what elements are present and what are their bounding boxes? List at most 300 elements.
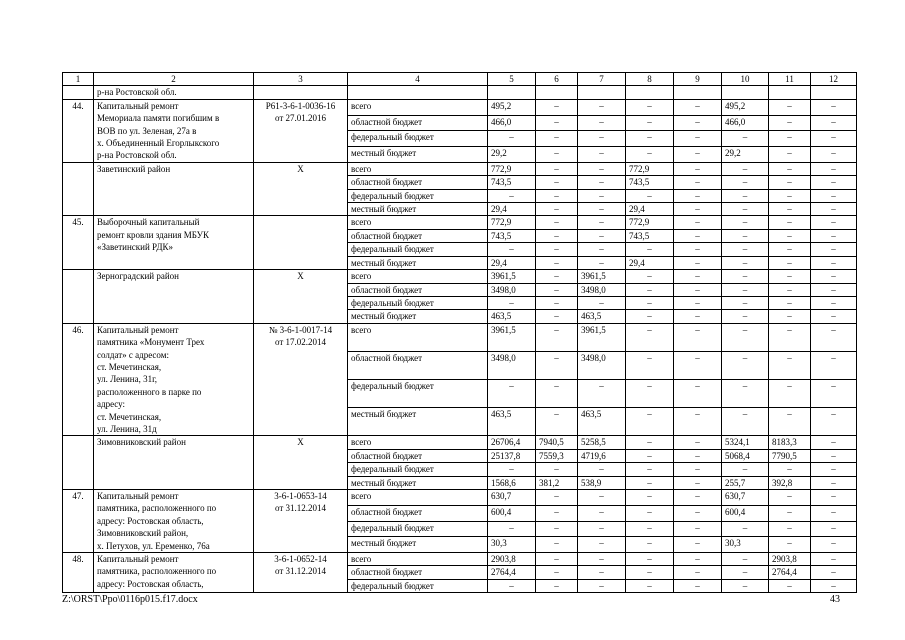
amount-cell: – (674, 115, 722, 131)
object-name-line: Зерноградский район (97, 271, 179, 282)
amount-cell: – (811, 243, 857, 256)
amount-cell: – (578, 176, 626, 189)
amount-cell: – (626, 449, 674, 462)
object-name-line: ст. Мечетинская, (97, 411, 162, 422)
document-reference (254, 490, 348, 553)
amount-cell: – (811, 537, 857, 553)
amount-cell: 630,7 (488, 490, 536, 506)
amount-cell: – (811, 579, 857, 592)
amount-cell: 495,2 (722, 99, 769, 115)
amount-cell: – (674, 296, 722, 309)
amount-cell: – (674, 380, 722, 408)
amount-cell: – (722, 229, 769, 242)
amount-cell: – (626, 189, 674, 202)
amount-cell: – (674, 176, 722, 189)
amount-cell: – (811, 521, 857, 537)
amount-cell: – (769, 579, 811, 592)
amount-cell: 463,5 (578, 408, 626, 436)
amount-cell: 29,4 (488, 203, 536, 216)
amount-cell: 772,9 (626, 216, 674, 229)
amount-cell: – (578, 147, 626, 163)
funding-source: федеральный бюджет (348, 189, 488, 202)
amount-cell: – (626, 147, 674, 163)
amount-cell: 392,8 (769, 476, 811, 489)
amount-cell: – (578, 203, 626, 216)
funding-source: федеральный бюджет (348, 579, 488, 592)
funding-source: местный бюджет (348, 256, 488, 269)
amount-cell: – (488, 131, 536, 147)
document-reference-line: от 31.12.2014 (274, 503, 327, 514)
file-path: Z:\ORST\Ppo\0116p015.f17.docx (62, 594, 198, 605)
amount-cell: 538,9 (578, 476, 626, 489)
table-header-row (63, 73, 857, 86)
amount-cell: – (722, 162, 769, 175)
document-reference (254, 553, 348, 593)
amount-cell (536, 86, 578, 99)
amount-cell: – (769, 243, 811, 256)
amount-cell: – (674, 99, 722, 115)
amount-cell: 381,2 (536, 476, 578, 489)
object-name (94, 162, 254, 216)
object-name (94, 216, 254, 270)
table-row (63, 216, 857, 229)
amount-cell: 466,0 (488, 115, 536, 131)
amount-cell: – (536, 99, 578, 115)
amount-cell: – (536, 490, 578, 506)
amount-cell: – (488, 243, 536, 256)
item-number: 45. (63, 216, 94, 270)
amount-cell: – (769, 323, 811, 351)
amount-cell: – (811, 115, 857, 131)
amount-cell: – (578, 243, 626, 256)
amount-cell: – (488, 463, 536, 476)
table-row (63, 436, 857, 449)
amount-cell: – (811, 351, 857, 379)
amount-cell: – (811, 380, 857, 408)
table-row (63, 553, 857, 566)
amount-cell: – (626, 436, 674, 449)
amount-cell: – (769, 131, 811, 147)
amount-cell: – (578, 490, 626, 506)
item-number: 46. (63, 323, 94, 436)
amount-cell: – (626, 310, 674, 323)
amount-cell: – (769, 176, 811, 189)
amount-cell: – (488, 296, 536, 309)
amount-cell: 7790,5 (769, 449, 811, 462)
object-name (94, 553, 254, 593)
column-number: 12 (811, 73, 857, 86)
amount-cell: 7559,3 (536, 449, 578, 462)
amount-cell: – (626, 283, 674, 296)
amount-cell: – (578, 229, 626, 242)
amount-cell: 255,7 (722, 476, 769, 489)
amount-cell: – (578, 537, 626, 553)
object-name-line: х. Петухов, ул. Еременко, 76а (97, 540, 210, 551)
amount-cell: 5068,4 (722, 449, 769, 462)
amount-cell: – (536, 323, 578, 351)
object-name-line: р-на Ростовской обл. (97, 87, 177, 98)
amount-cell: – (722, 243, 769, 256)
amount-cell: 743,5 (488, 176, 536, 189)
amount-cell: – (722, 131, 769, 147)
amount-cell: – (578, 131, 626, 147)
amount-cell: – (626, 505, 674, 521)
amount-cell: – (722, 408, 769, 436)
amount-cell: 2764,4 (488, 566, 536, 579)
amount-cell: – (536, 203, 578, 216)
amount-cell: – (578, 553, 626, 566)
document-reference-line: от 31.12.2014 (274, 566, 327, 577)
object-name-line: адресу: Ростовская область, (97, 578, 204, 589)
object-name-line: расположенного в парке по (97, 386, 202, 397)
amount-cell: – (811, 553, 857, 566)
object-name-line: ст. Мечетинская, (97, 361, 162, 372)
funding-source: местный бюджет (348, 476, 488, 489)
amount-cell: – (674, 566, 722, 579)
object-name-line: «Заветинский РДК» (97, 242, 173, 253)
amount-cell: – (536, 162, 578, 175)
amount-cell (626, 86, 674, 99)
item-number (63, 86, 94, 99)
document-reference (254, 323, 348, 436)
document-reference-line: Х (297, 163, 304, 174)
amount-cell: – (722, 310, 769, 323)
amount-cell: – (769, 162, 811, 175)
amount-cell: – (722, 351, 769, 379)
amount-cell: – (722, 579, 769, 592)
item-number (63, 270, 94, 324)
object-name-line: ул. Ленина, 31г, (97, 374, 158, 385)
funding-source: областной бюджет (348, 351, 488, 379)
amount-cell: 463,5 (488, 310, 536, 323)
amount-cell: – (674, 579, 722, 592)
amount-cell: – (769, 408, 811, 436)
funding-source: всего (348, 436, 488, 449)
amount-cell: – (626, 566, 674, 579)
amount-cell: – (578, 256, 626, 269)
amount-cell: – (626, 476, 674, 489)
amount-cell: – (536, 296, 578, 309)
amount-cell: – (626, 521, 674, 537)
object-name-line: ул. Ленина, 31д (97, 423, 157, 434)
amount-cell: – (536, 283, 578, 296)
item-number (63, 162, 94, 216)
object-name-line: адресу: (97, 399, 126, 410)
funding-source: федеральный бюджет (348, 296, 488, 309)
page-number: 43 (830, 594, 840, 605)
column-number: 6 (536, 73, 578, 86)
object-name-line: Зимовниковский район, (97, 528, 189, 539)
column-number: 1 (63, 73, 94, 86)
column-number: 7 (578, 73, 626, 86)
object-name-line: Капитальный ремонт (97, 491, 179, 501)
amount-cell: – (626, 99, 674, 115)
amount-cell: – (626, 115, 674, 131)
funding-source: федеральный бюджет (348, 521, 488, 537)
amount-cell: – (722, 463, 769, 476)
object-name-line: ВОВ по ул. Зеленая, 27а в (97, 125, 197, 136)
amount-cell: 29,2 (722, 147, 769, 163)
object-name (94, 270, 254, 324)
amount-cell: – (674, 189, 722, 202)
column-number: 3 (254, 73, 348, 86)
amount-cell: – (674, 436, 722, 449)
funding-source: местный бюджет (348, 408, 488, 436)
amount-cell: 25137,8 (488, 449, 536, 462)
amount-cell: 463,5 (578, 310, 626, 323)
amount-cell: – (536, 243, 578, 256)
amount-cell: – (488, 189, 536, 202)
object-name-line: Капитальный ремонт (97, 554, 179, 565)
amount-cell: – (722, 521, 769, 537)
amount-cell: 3961,5 (488, 323, 536, 351)
amount-cell: – (626, 296, 674, 309)
amount-cell: – (722, 380, 769, 408)
amount-cell (488, 86, 536, 99)
amount-cell: – (811, 463, 857, 476)
document-reference-line: от 27.01.2016 (274, 113, 327, 124)
budget-table (62, 72, 857, 593)
amount-cell: – (769, 296, 811, 309)
amount-cell: – (811, 270, 857, 283)
amount-cell: – (578, 216, 626, 229)
funding-source: всего (348, 99, 488, 115)
object-name (94, 99, 254, 162)
item-number: 48. (63, 553, 94, 593)
amount-cell: – (626, 243, 674, 256)
object-name (94, 436, 254, 490)
amount-cell: – (626, 131, 674, 147)
amount-cell: – (674, 323, 722, 351)
amount-cell: – (769, 256, 811, 269)
funding-source: федеральный бюджет (348, 380, 488, 408)
amount-cell (811, 86, 857, 99)
amount-cell: 3498,0 (488, 351, 536, 379)
amount-cell: 5324,1 (722, 436, 769, 449)
amount-cell (578, 86, 626, 99)
amount-cell: – (578, 296, 626, 309)
amount-cell: – (769, 115, 811, 131)
object-name-line: Мемориала памяти погибшим в (97, 113, 220, 124)
item-number: 44. (63, 99, 94, 162)
amount-cell: – (578, 521, 626, 537)
object-name-line: Капитальный ремонт (97, 324, 179, 335)
amount-cell: – (769, 490, 811, 506)
amount-cell: – (626, 579, 674, 592)
object-name-line: памятника, расположенного по (97, 503, 217, 514)
document-reference (254, 162, 348, 216)
amount-cell: – (536, 579, 578, 592)
object-name (94, 490, 254, 553)
amount-cell: – (626, 351, 674, 379)
amount-cell: 600,4 (722, 505, 769, 521)
amount-cell: – (626, 270, 674, 283)
document-reference-line: 3-6-1-0652-14 (274, 554, 327, 565)
amount-cell: – (578, 99, 626, 115)
amount-cell: 600,4 (488, 505, 536, 521)
funding-source (348, 86, 488, 99)
amount-cell: 29,2 (488, 147, 536, 163)
funding-source: всего (348, 216, 488, 229)
document-reference (254, 216, 348, 270)
amount-cell (674, 86, 722, 99)
amount-cell: – (674, 147, 722, 163)
amount-cell: – (811, 566, 857, 579)
column-number: 9 (674, 73, 722, 86)
amount-cell: – (578, 579, 626, 592)
funding-source: областной бюджет (348, 449, 488, 462)
amount-cell: – (578, 566, 626, 579)
column-number: 11 (769, 73, 811, 86)
amount-cell: – (769, 505, 811, 521)
amount-cell: – (536, 505, 578, 521)
object-name-line: р-на Ростовской обл. (97, 150, 177, 161)
amount-cell: – (811, 296, 857, 309)
amount-cell: 463,5 (488, 408, 536, 436)
amount-cell: – (769, 351, 811, 379)
amount-cell: – (674, 505, 722, 521)
amount-cell: – (578, 463, 626, 476)
amount-cell: – (811, 216, 857, 229)
amount-cell: 26706,4 (488, 436, 536, 449)
amount-cell: – (674, 162, 722, 175)
amount-cell: 743,5 (626, 229, 674, 242)
table-row (63, 490, 857, 506)
amount-cell: – (811, 189, 857, 202)
amount-cell: – (536, 463, 578, 476)
table-row (63, 270, 857, 283)
amount-cell: 743,5 (626, 176, 674, 189)
amount-cell: – (722, 189, 769, 202)
amount-cell: – (674, 553, 722, 566)
amount-cell: – (722, 216, 769, 229)
amount-cell: – (626, 490, 674, 506)
amount-cell: 630,7 (722, 490, 769, 506)
amount-cell: – (769, 537, 811, 553)
document-reference (254, 270, 348, 324)
amount-cell: – (769, 216, 811, 229)
amount-cell: – (536, 115, 578, 131)
amount-cell: – (769, 310, 811, 323)
object-name-line: Зимовниковский район (97, 437, 186, 448)
amount-cell: – (536, 229, 578, 242)
object-name (94, 86, 254, 99)
amount-cell: – (674, 256, 722, 269)
amount-cell: – (674, 351, 722, 379)
amount-cell: – (578, 115, 626, 131)
amount-cell: 8183,3 (769, 436, 811, 449)
amount-cell: – (626, 380, 674, 408)
object-name-line: Выборочный капитальный (97, 217, 200, 228)
funding-source: областной бюджет (348, 505, 488, 521)
object-name-line: Капитальный ремонт (97, 100, 179, 111)
funding-source: федеральный бюджет (348, 131, 488, 147)
amount-cell: – (578, 505, 626, 521)
amount-cell: – (674, 537, 722, 553)
object-name-line: памятника, расположенного по (97, 566, 217, 577)
funding-source: местный бюджет (348, 147, 488, 163)
amount-cell: – (722, 296, 769, 309)
amount-cell: – (626, 537, 674, 553)
amount-cell: – (626, 323, 674, 351)
object-name-line: Заветинский район (97, 163, 171, 174)
amount-cell: – (674, 243, 722, 256)
funding-source: областной бюджет (348, 229, 488, 242)
amount-cell: – (536, 521, 578, 537)
amount-cell: – (811, 99, 857, 115)
amount-cell (769, 86, 811, 99)
amount-cell: – (578, 380, 626, 408)
document-reference (254, 99, 348, 162)
amount-cell: – (674, 521, 722, 537)
amount-cell: – (811, 476, 857, 489)
amount-cell: – (674, 476, 722, 489)
amount-cell: – (722, 203, 769, 216)
amount-cell: 7940,5 (536, 436, 578, 449)
amount-cell: – (811, 283, 857, 296)
amount-cell: – (811, 490, 857, 506)
amount-cell: – (626, 553, 674, 566)
item-number (63, 436, 94, 490)
amount-cell: – (811, 229, 857, 242)
amount-cell: – (674, 408, 722, 436)
column-number: 5 (488, 73, 536, 86)
funding-source: всего (348, 270, 488, 283)
document-reference-line: № 3-6-1-0017-14 (268, 324, 333, 335)
amount-cell: 2764,4 (769, 566, 811, 579)
amount-cell: 2903,8 (769, 553, 811, 566)
amount-cell: – (769, 229, 811, 242)
amount-cell: – (722, 270, 769, 283)
amount-cell: – (674, 229, 722, 242)
amount-cell: – (769, 99, 811, 115)
document-reference-line: Р61-3-6-1-0036-16 (265, 100, 336, 111)
amount-cell: – (811, 449, 857, 462)
funding-source: всего (348, 162, 488, 175)
amount-cell: – (769, 380, 811, 408)
funding-source: областной бюджет (348, 176, 488, 189)
amount-cell: 3961,5 (578, 270, 626, 283)
funding-source: всего (348, 490, 488, 506)
amount-cell: 5258,5 (578, 436, 626, 449)
amount-cell: 495,2 (488, 99, 536, 115)
amount-cell: – (769, 270, 811, 283)
amount-cell: – (769, 147, 811, 163)
amount-cell: – (578, 189, 626, 202)
amount-cell: – (674, 463, 722, 476)
amount-cell: – (674, 310, 722, 323)
table-row (63, 323, 857, 351)
amount-cell: – (674, 270, 722, 283)
amount-cell: 3498,0 (578, 351, 626, 379)
amount-cell: – (811, 162, 857, 175)
amount-cell: – (722, 176, 769, 189)
amount-cell: – (626, 408, 674, 436)
amount-cell: – (811, 436, 857, 449)
amount-cell: 3498,0 (578, 283, 626, 296)
document-reference (254, 86, 348, 99)
amount-cell: – (722, 566, 769, 579)
amount-cell: – (488, 380, 536, 408)
document-reference-line: 3-6-1-0653-14 (274, 491, 327, 501)
amount-cell: 466,0 (722, 115, 769, 131)
amount-cell: – (578, 162, 626, 175)
amount-cell: – (536, 566, 578, 579)
funding-source: областной бюджет (348, 115, 488, 131)
document-reference (254, 436, 348, 490)
amount-cell: – (811, 505, 857, 521)
amount-cell: – (722, 323, 769, 351)
